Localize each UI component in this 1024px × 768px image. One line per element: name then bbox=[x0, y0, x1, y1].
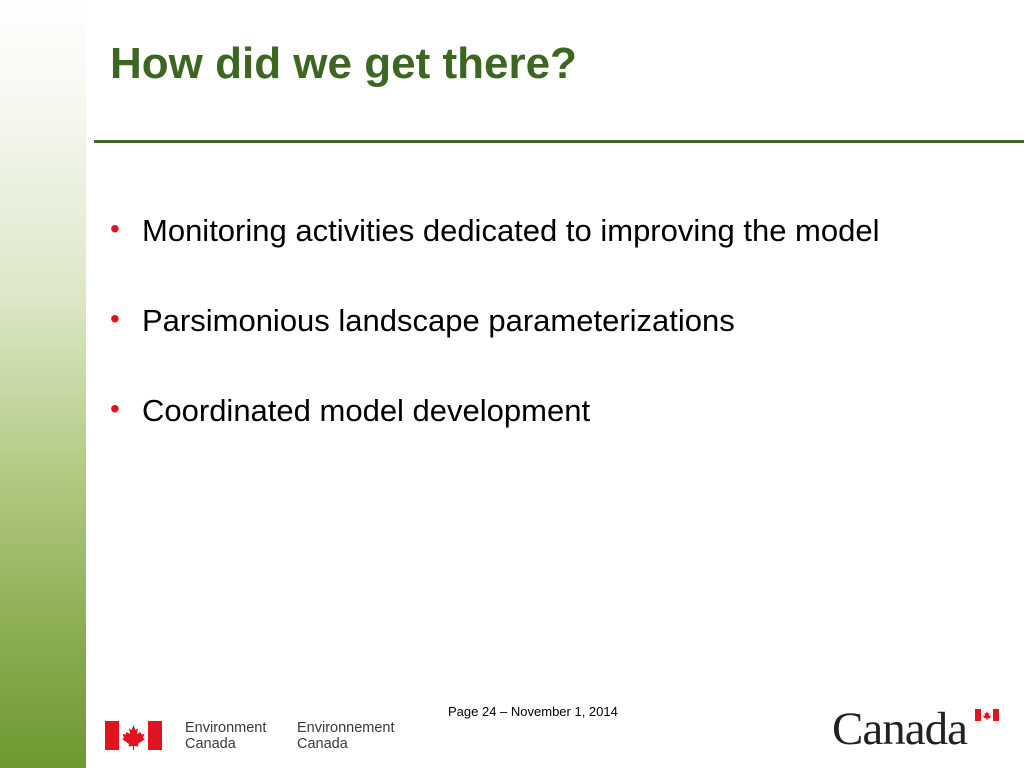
bullet-item bbox=[110, 205, 880, 295]
bullet-item bbox=[110, 385, 880, 475]
canada-flag-icon bbox=[105, 721, 162, 750]
department-fr-line2: Canada bbox=[297, 736, 348, 752]
wordmark-text: Canada bbox=[832, 703, 967, 755]
bullet-text: Coordinated model development bbox=[142, 393, 591, 428]
title-divider bbox=[94, 140, 1024, 143]
slide-title: How did we get there? bbox=[110, 39, 577, 88]
department-en-line1: Environment bbox=[185, 720, 267, 736]
bullet-item bbox=[110, 295, 880, 385]
department-en-line2: Canada bbox=[185, 736, 236, 752]
bullet-dot-icon: • bbox=[110, 303, 120, 334]
bullet-text: Monitoring activities dedicated to improving the model bbox=[142, 213, 880, 248]
canada-wordmark bbox=[832, 697, 1002, 755]
department-name-fr bbox=[297, 720, 395, 752]
bullet-list bbox=[110, 205, 880, 475]
department-name-en bbox=[185, 720, 266, 752]
bullet-text: Parsimonious landscape parameterizations bbox=[142, 303, 735, 338]
page-number-date: Page 24 – November 1, 2014 bbox=[448, 704, 618, 719]
bullet-dot-icon: • bbox=[110, 213, 120, 244]
bullet-dot-icon: • bbox=[110, 393, 120, 424]
side-gradient-band bbox=[0, 0, 86, 768]
department-fr-line1: Environnement bbox=[297, 720, 395, 736]
wordmark-flag-icon bbox=[975, 709, 999, 721]
